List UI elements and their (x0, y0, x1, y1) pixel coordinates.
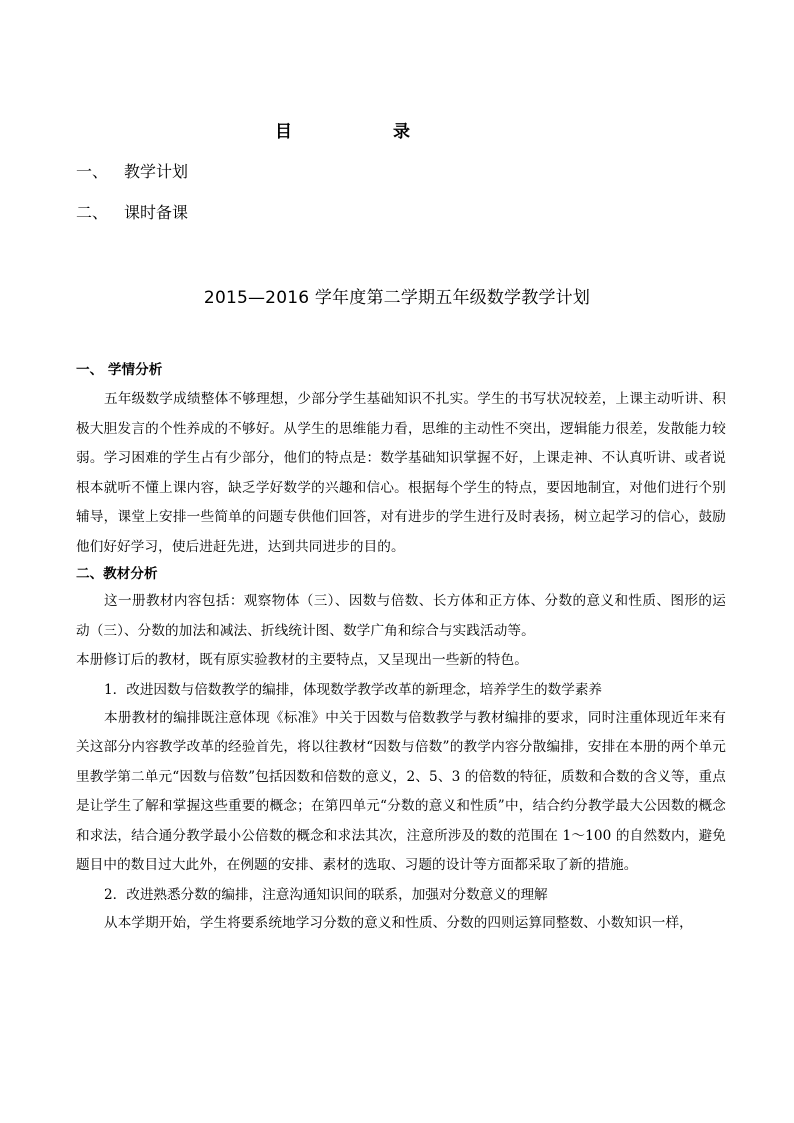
document-title: 2015—2016 学年度第二学期五年级数学教学计划 (203, 288, 591, 308)
paragraph: 从本学期开始，学生将要系统地学习分数的意义和性质、分数的四则运算同整数、小数知识一样， (104, 914, 693, 931)
toc-title (0, 117, 794, 143)
paragraph: 这一册教材内容包括：观察物体（三）、因数与倍数、长方体和正方体、分数的意义和性质、图形的运动（三）、分数的加法和减法、折线统计图、数学广角和综合与实践活动等。 (76, 593, 726, 639)
toc-title-char-left: 目 (275, 122, 292, 142)
document-body (76, 358, 726, 938)
subsection-heading: 1．改进因数与倍数教学的编排，体现数学教学改革的新理念，培养学生的数学素养 (104, 681, 603, 698)
toc-item-label: 教学计划 (124, 162, 189, 181)
paragraph: 本册教材的编排既注意体现《标准》中关于因数与倍数教学与教材编排的要求，同时注重体现近年来有关这部分内容教学改革的经验首先，将以往教材“因数与倍数”的教学内容分散编排，安排在本册的两个单元里教学第二单元“因数与倍数”包括因数和倍数的意义，2、5、3 的倍数的特征，质数和合数的含义等，重点是让学生了解和掌握这些重要的概念；在第四单元“分数的意义和性质”中，结合约分教学最大公因数的概念和求法，结合通分教学最小公倍数的概念和求法其次，注意所涉及的数的范围在 1～100 的自然数内，避免题目中的数目过大此外，在例题的安排、素材的选取、习题的设计等方面都采取了新的措施。 (76, 709, 726, 873)
paragraph: 本册修订后的教材，既有原实验教材的主要特点，又呈现出一些新的特色。 (76, 652, 528, 668)
section-heading-student-analysis: 一、 学情分析 (76, 362, 163, 378)
toc-item-label: 课时备课 (124, 203, 189, 222)
subsection-heading: 2．改进熟悉分数的编排，注意沟通知识间的联系，加强对分数意义的理解 (104, 886, 548, 903)
paragraph: 五年级数学成绩整体不够理想，少部分学生基础知识不扎实。学生的书写状况较差，上课主动听讲、积极大胆发言的个性养成的不够好。从学生的思维能力看，思维的主动性不突出，逻辑能力很差，发散能力较弱。学习困难的学生占有少部分，他们的特点是：数学基础知识掌握不好，上课走神、不认真听讲、或者说根本就听不懂上课内容，缺乏学好数学的兴趣和信心。根据每个学生的特点，要因地制宜，对他们进行个别辅导，课堂上安排一些简单的问题专供他们回答，对有进步的学生进行及时表扬，树立起学习的信心，鼓励他们好好学习，使后进赶先进，达到共同进步的目的。 (76, 391, 726, 555)
toc-item-number: 二、 (76, 203, 109, 222)
toc-item-teaching-plan (76, 161, 188, 183)
section-heading-textbook-analysis: 二、教材分析 (76, 566, 158, 582)
toc-item-number: 一、 (76, 162, 109, 181)
toc-title-char-right: 录 (393, 122, 410, 142)
toc-item-lesson-prep (76, 202, 188, 224)
